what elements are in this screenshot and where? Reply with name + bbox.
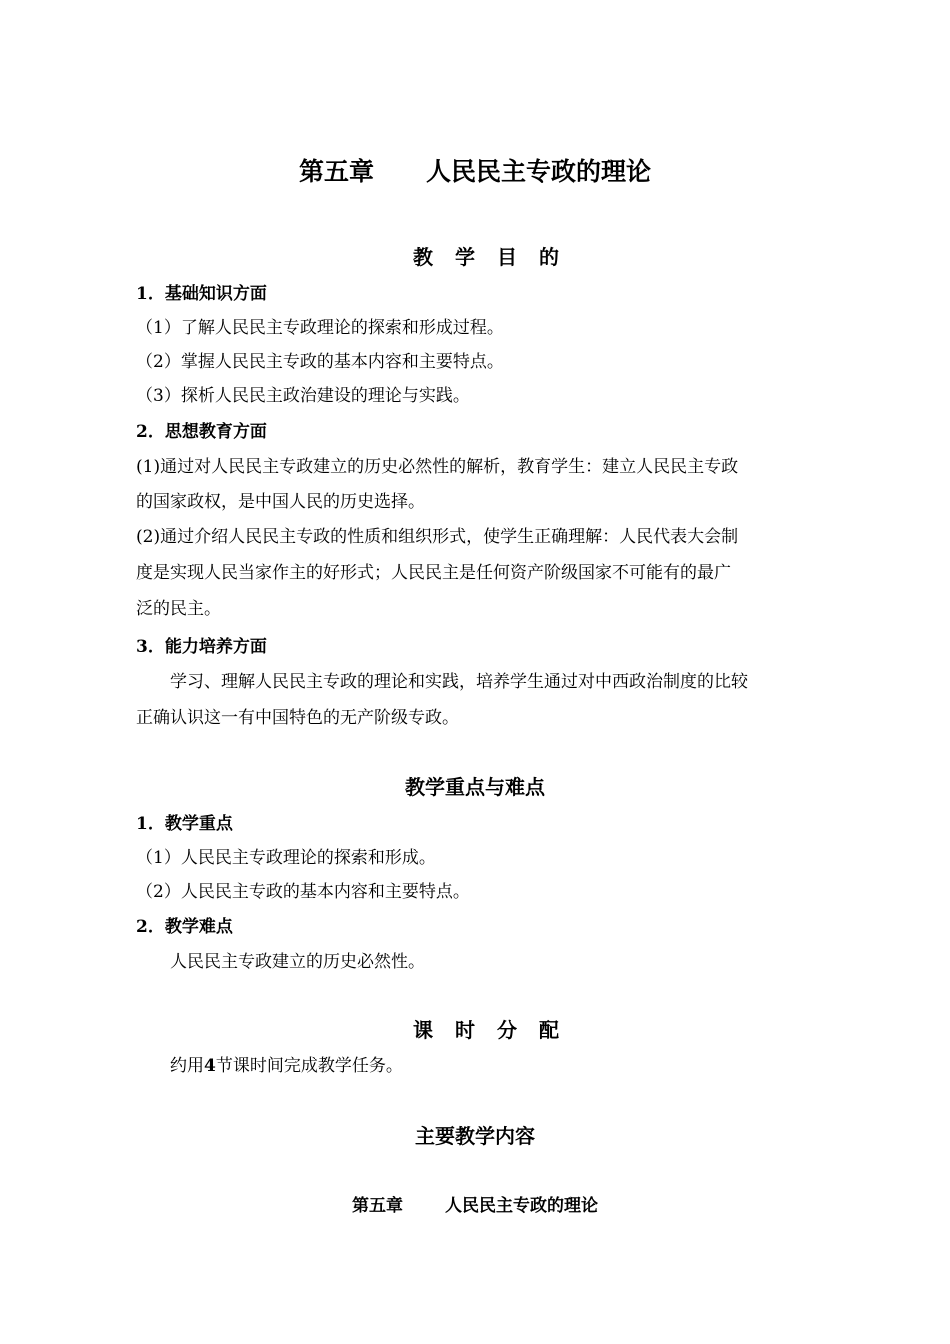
objectives-s1-heading: 1．基础知识方面 bbox=[136, 284, 267, 304]
chapter-name: 人民民主专政的理论 bbox=[426, 157, 652, 186]
hours-text-post: 节课时间完成教学任务。 bbox=[215, 1056, 403, 1076]
keypoints-heading: 教学重点与难点 bbox=[405, 775, 545, 799]
paragraph-line: (2)通过介绍人民民主专政的性质和组织形式，使学生正确理解：人民代表大会制 bbox=[136, 527, 739, 547]
hours-count: 4 bbox=[204, 1056, 216, 1076]
paragraph-line: 泛的民主。 bbox=[136, 599, 221, 619]
content-heading: 主要教学内容 bbox=[415, 1124, 535, 1148]
keypoints-s1-item: （2）人民民主专政的基本内容和主要特点。 bbox=[136, 882, 470, 902]
objectives-s1-item: （1）了解人民民主专政理论的探索和形成过程。 bbox=[136, 318, 504, 338]
keypoints-s1-item: （1）人民民主专政理论的探索和形成。 bbox=[136, 848, 436, 868]
keypoints-s2-text: 人民民主专政建立的历史必然性。 bbox=[170, 952, 425, 972]
content-chapter-title bbox=[0, 1194, 950, 1218]
paragraph-line: (1)通过对人民民主专政建立的历史必然性的解析，教育学生：建立人民民主专政 bbox=[136, 457, 739, 477]
paragraph-line: 学习、理解人民民主专政的理论和实践，培养学生通过对中西政治制度的比较 bbox=[170, 672, 748, 692]
hours-heading: 课时分配 bbox=[413, 1018, 581, 1042]
content-chapter-number: 第五章 bbox=[352, 1196, 403, 1216]
objectives-s3-heading: 3．能力培养方面 bbox=[136, 637, 267, 657]
objectives-heading: 教学目的 bbox=[413, 245, 581, 269]
content-chapter-name: 人民民主专政的理论 bbox=[445, 1196, 598, 1216]
objectives-s1-item: （3）探析人民民主政治建设的理论与实践。 bbox=[136, 386, 470, 406]
paragraph-line: 正确认识这一有中国特色的无产阶级专政。 bbox=[136, 708, 459, 728]
chapter-title bbox=[0, 156, 950, 188]
paragraph-line: 度是实现人民当家作主的好形式；人民民主是任何资产阶级国家不可能有的最广 bbox=[136, 563, 731, 583]
hours-text-pre: 约用 bbox=[170, 1056, 204, 1076]
keypoints-s2-heading: 2．教学难点 bbox=[136, 917, 233, 937]
objectives-s1-item: （2）掌握人民民主专政的基本内容和主要特点。 bbox=[136, 352, 504, 372]
chapter-number: 第五章 bbox=[298, 157, 374, 186]
paragraph-line: 的国家政权，是中国人民的历史选择。 bbox=[136, 492, 425, 512]
objectives-s2-heading: 2．思想教育方面 bbox=[136, 422, 267, 442]
hours-text bbox=[170, 1054, 403, 1078]
keypoints-s1-heading: 1．教学重点 bbox=[136, 814, 233, 834]
